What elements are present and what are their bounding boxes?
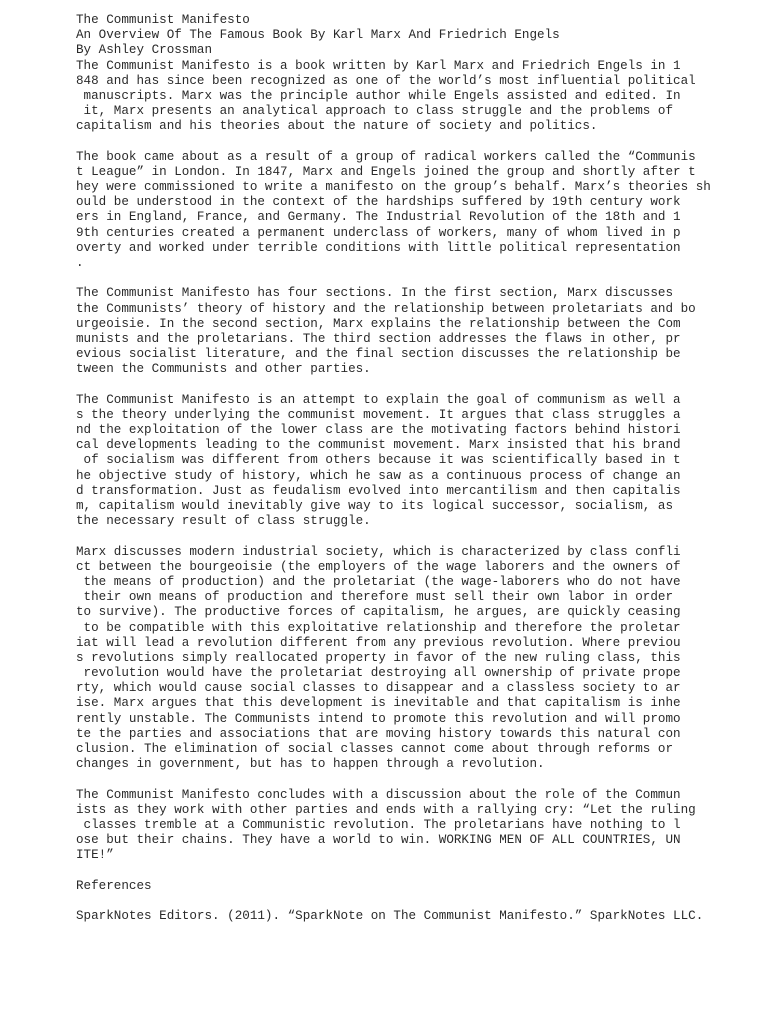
text-line: evious socialist literature, and the final section discusses the relationship be	[76, 347, 681, 362]
text-line: overty and worked under terrible conditions with little political representation	[76, 240, 681, 255]
text-line: The Communist Manifesto has four sections. In the first section, Marx discusses	[76, 286, 674, 301]
text-line: to be compatible with this exploitative relationship and therefore the proletar	[76, 620, 681, 635]
paragraph	[76, 393, 736, 530]
paragraph	[76, 286, 736, 377]
text-line: their own means of production and therefore must sell their own labor in order	[76, 590, 674, 605]
text-line: t League” in London. In 1847, Marx and Engels joined the group and shortly after t	[76, 164, 696, 179]
paragraph-list	[76, 59, 736, 925]
text-line: manuscripts. Marx was the principle author while Engels assisted and edited. In	[76, 88, 681, 103]
text-line: ise. Marx argues that this development is inevitable and that capitalism is inhe	[76, 696, 681, 711]
text-line: urgeoisie. In the second section, Marx explains the relationship between the Com	[76, 316, 681, 331]
document-header	[76, 13, 736, 59]
text-line: s the theory underlying the communist movement. It argues that class struggles a	[76, 407, 681, 422]
text-line: The book came about as a result of a group of radical workers called the “Communis	[76, 149, 696, 164]
text-line: nd the exploitation of the lower class are the motivating factors behind histori	[76, 423, 681, 438]
text-line: tween the Communists and other parties.	[76, 362, 371, 377]
text-line: ose but their chains. They have a world to win. WORKING MEN OF ALL COUNTRIES, UN	[76, 833, 681, 848]
text-line: of socialism was different from others because it was scientifically based in t	[76, 453, 681, 468]
text-line: 848 and has since been recognized as one of the world’s most influential political	[76, 73, 696, 88]
text-line: munists and the proletarians. The third section addresses the flaws in other, pr	[76, 331, 681, 346]
document-title: The Communist Manifesto	[76, 13, 250, 27]
text-line: te the parties and associations that are moving history towards this natural con	[76, 726, 681, 741]
paragraph	[76, 150, 736, 272]
paragraph	[76, 788, 736, 864]
text-line: revolution would have the proletariat destroying all ownership of private prope	[76, 666, 681, 681]
text-line: rently unstable. The Communists intend to promote this revolution and will promo	[76, 711, 681, 726]
text-line: The Communist Manifesto is an attempt to explain the goal of communism as well a	[76, 392, 681, 407]
text-line: ists as they work with other parties and ends with a rallying cry: “Let the ruling	[76, 802, 696, 817]
text-line: hey were commissioned to write a manifesto on the group’s behalf. Marx’s theories sh	[76, 180, 711, 195]
paragraph	[76, 59, 736, 135]
reference-entry	[76, 909, 736, 924]
text-line: the Communists’ theory of history and the relationship between proletariats and bo	[76, 301, 696, 316]
text-line: it, Marx presents an analytical approach to class struggle and the problems of	[76, 104, 674, 119]
text-line: .	[76, 256, 84, 270]
text-line: the means of production) and the proletariat (the wage-laborers who do not have	[76, 574, 681, 589]
text-line: cal developments leading to the communist movement. Marx insisted that his brand	[76, 438, 681, 453]
document-byline: By Ashley Crossman	[76, 43, 213, 58]
paragraph	[76, 545, 736, 773]
text-line: SparkNotes Editors. (2011). “SparkNote on The Communist Manifesto.” SparkNotes LLC.	[76, 909, 704, 924]
text-line: changes in government, but has to happen through a revolution.	[76, 757, 545, 772]
text-line: ct between the bourgeoisie (the employers of the wage laborers and the owners of	[76, 559, 681, 574]
document-subtitle: An Overview Of The Famous Book By Karl Marx And Friedrich Engels	[76, 28, 560, 43]
text-line: Marx discusses modern industrial society, which is characterized by class confli	[76, 544, 681, 559]
text-line: capitalism and his theories about the nature of society and politics.	[76, 119, 598, 134]
document-body	[76, 13, 736, 939]
text-line: 9th centuries created a permanent underclass of workers, many of whom lived in p	[76, 225, 681, 240]
text-line: classes tremble at a Communistic revolution. The proletarians have nothing to l	[76, 817, 681, 832]
text-line: rty, which would cause social classes to disappear and a classless society to ar	[76, 681, 681, 696]
text-line: m, capitalism would inevitably give way to its logical successor, socialism, as	[76, 499, 674, 513]
references-heading	[76, 879, 736, 894]
text-line: to survive). The productive forces of capitalism, he argues, are quickly ceasing	[76, 605, 681, 620]
text-line: iat will lead a revolution different from any previous revolution. Where previou	[76, 635, 681, 650]
text-line: d transformation. Just as feudalism evolved into mercantilism and then capitalis	[76, 483, 681, 498]
text-line: ITE!”	[76, 848, 114, 863]
text-line: s revolutions simply reallocated property in favor of the new ruling class, this	[76, 650, 681, 665]
text-line: the necessary result of class struggle.	[76, 514, 371, 529]
text-line: ers in England, France, and Germany. The Industrial Revolution of the 18th and 1	[76, 210, 681, 225]
text-line: The Communist Manifesto is a book written by Karl Marx and Friedrich Engels in 1	[76, 58, 681, 73]
text-line: The Communist Manifesto concludes with a discussion about the role of the Commun	[76, 787, 681, 802]
text-line: References	[76, 878, 152, 893]
text-line: he objective study of history, which he saw as a continuous process of change an	[76, 468, 681, 483]
text-line: ould be understood in the context of the hardships suffered by 19th century work	[76, 195, 681, 210]
text-line: clusion. The elimination of social classes cannot come about through reforms or	[76, 742, 674, 756]
